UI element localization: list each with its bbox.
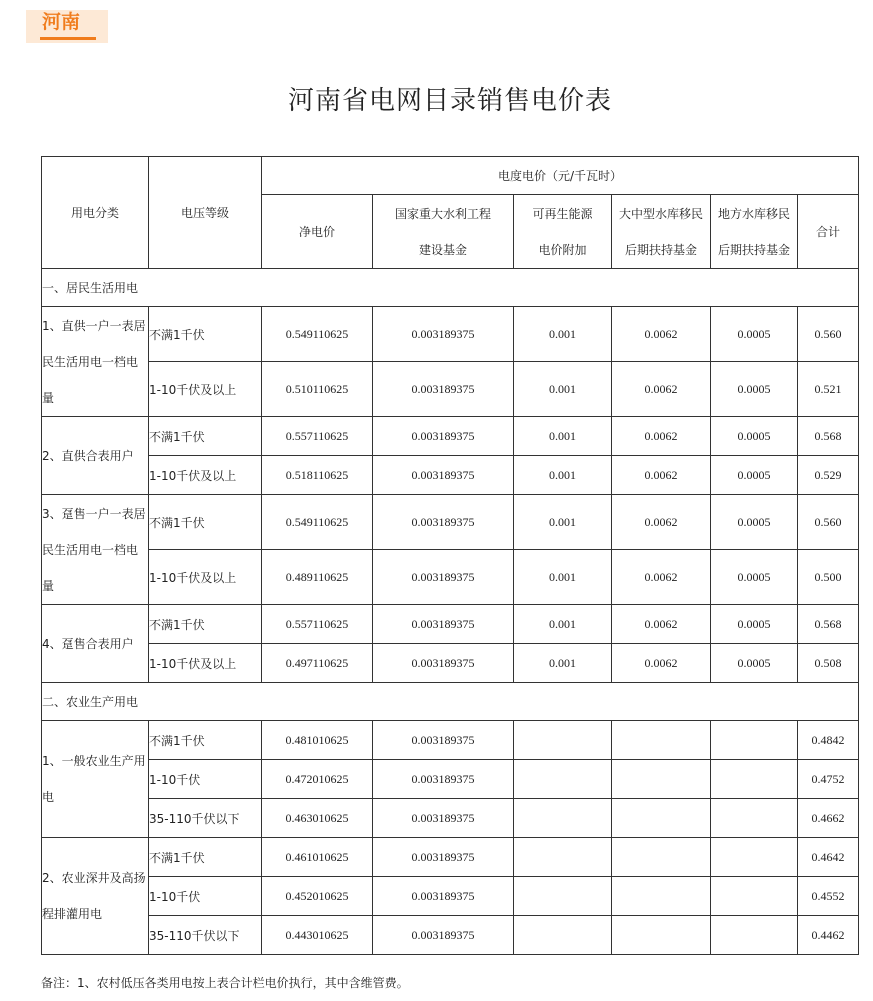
- table-row: [42, 417, 859, 456]
- table-row: [42, 362, 859, 417]
- region-tag-label: 河南: [42, 11, 81, 33]
- renewable-cell: 0.001: [514, 362, 612, 417]
- table-row: [42, 721, 859, 760]
- renewable-cell: 0.001: [514, 550, 612, 605]
- voltage-cell: 不满1千伏: [149, 721, 262, 760]
- region-tag-underline: [40, 37, 96, 40]
- total-cell: 0.4642: [798, 838, 859, 877]
- net-price-cell: 0.549110625: [262, 495, 373, 550]
- water-fund-cell: 0.003189375: [373, 495, 514, 550]
- section-row: [42, 683, 859, 721]
- renewable-cell: [514, 760, 612, 799]
- large-reservoir-cell: 0.0062: [612, 362, 711, 417]
- net-price-cell: 0.472010625: [262, 760, 373, 799]
- water-fund-cell: 0.003189375: [373, 760, 514, 799]
- total-cell: 0.529: [798, 456, 859, 495]
- voltage-cell: 1-10千伏及以上: [149, 644, 262, 683]
- net-price-cell: 0.557110625: [262, 417, 373, 456]
- voltage-cell: 不满1千伏: [149, 605, 262, 644]
- water-fund-cell: 0.003189375: [373, 550, 514, 605]
- voltage-cell: 1-10千伏: [149, 760, 262, 799]
- header-large-reservoir: [612, 195, 711, 269]
- water-fund-cell: 0.003189375: [373, 838, 514, 877]
- voltage-cell: 35-110千伏以下: [149, 799, 262, 838]
- total-cell: 0.568: [798, 605, 859, 644]
- local-reservoir-cell: [711, 721, 798, 760]
- renewable-cell: 0.001: [514, 495, 612, 550]
- large-reservoir-cell: [612, 838, 711, 877]
- header-water-fund-line2: 建设基金: [418, 242, 467, 257]
- header-water-fund: [373, 195, 514, 269]
- large-reservoir-cell: [612, 799, 711, 838]
- large-reservoir-cell: 0.0062: [612, 417, 711, 456]
- category-label: 2、直供合表用户: [42, 417, 149, 495]
- renewable-cell: 0.001: [514, 644, 612, 683]
- net-price-cell: 0.452010625: [262, 877, 373, 916]
- table-row: [42, 605, 859, 644]
- tariff-table: [41, 156, 859, 955]
- net-price-cell: 0.481010625: [262, 721, 373, 760]
- total-cell: 0.508: [798, 644, 859, 683]
- category-label: 3、趸售一户一表居民生活用电一档电量: [42, 495, 149, 605]
- table-row: [42, 799, 859, 838]
- local-reservoir-cell: [711, 760, 798, 799]
- footnote: 备注：1、农村低压各类用电按上表合计栏电价执行，其中含维管费。: [41, 976, 409, 990]
- large-reservoir-cell: [612, 916, 711, 955]
- header-renewable: [514, 195, 612, 269]
- table-row: [42, 760, 859, 799]
- region-tag: [26, 10, 108, 43]
- total-cell: 0.500: [798, 550, 859, 605]
- renewable-cell: [514, 799, 612, 838]
- voltage-cell: 不满1千伏: [149, 307, 262, 362]
- local-reservoir-cell: [711, 838, 798, 877]
- table-row: [42, 644, 859, 683]
- net-price-cell: 0.463010625: [262, 799, 373, 838]
- large-reservoir-cell: [612, 760, 711, 799]
- header-large-reservoir-line2: 后期扶持基金: [624, 242, 697, 257]
- water-fund-cell: 0.003189375: [373, 605, 514, 644]
- category-label: 1、一般农业生产用电: [42, 721, 149, 838]
- water-fund-cell: 0.003189375: [373, 799, 514, 838]
- renewable-cell: 0.001: [514, 605, 612, 644]
- net-price-cell: 0.497110625: [262, 644, 373, 683]
- voltage-cell: 1-10千伏: [149, 877, 262, 916]
- header-local-reservoir-line1: 地方水库移民: [717, 206, 790, 221]
- voltage-cell: 不满1千伏: [149, 417, 262, 456]
- page-title: 河南省电网目录销售电价表: [287, 86, 612, 116]
- net-price-cell: 0.518110625: [262, 456, 373, 495]
- water-fund-cell: 0.003189375: [373, 307, 514, 362]
- table-row: [42, 495, 859, 550]
- water-fund-cell: 0.003189375: [373, 456, 514, 495]
- renewable-cell: [514, 916, 612, 955]
- local-reservoir-cell: 0.0005: [711, 362, 798, 417]
- total-cell: 0.568: [798, 417, 859, 456]
- renewable-cell: 0.001: [514, 307, 612, 362]
- net-price-cell: 0.489110625: [262, 550, 373, 605]
- net-price-cell: 0.557110625: [262, 605, 373, 644]
- total-cell: 0.4462: [798, 916, 859, 955]
- header-row-1: [42, 157, 859, 195]
- renewable-cell: [514, 721, 612, 760]
- header-local-reservoir-line2: 后期扶持基金: [717, 242, 790, 257]
- renewable-cell: 0.001: [514, 456, 612, 495]
- category-label: 2、农业深井及高扬程排灌用电: [42, 838, 149, 955]
- water-fund-cell: 0.003189375: [373, 644, 514, 683]
- voltage-cell: 1-10千伏及以上: [149, 362, 262, 417]
- header-large-reservoir-line1: 大中型水库移民: [618, 206, 703, 221]
- voltage-cell: 1-10千伏及以上: [149, 456, 262, 495]
- section-title: 一、居民生活用电: [42, 269, 859, 307]
- large-reservoir-cell: 0.0062: [612, 605, 711, 644]
- table-row: [42, 838, 859, 877]
- water-fund-cell: 0.003189375: [373, 362, 514, 417]
- table-row: [42, 550, 859, 605]
- large-reservoir-cell: 0.0062: [612, 456, 711, 495]
- table-row: [42, 916, 859, 955]
- section-row: [42, 269, 859, 307]
- renewable-cell: 0.001: [514, 417, 612, 456]
- section-title: 二、农业生产用电: [42, 683, 859, 721]
- water-fund-cell: 0.003189375: [373, 721, 514, 760]
- large-reservoir-cell: 0.0062: [612, 644, 711, 683]
- header-renewable-line2: 电价附加: [538, 242, 587, 257]
- net-price-cell: 0.461010625: [262, 838, 373, 877]
- total-cell: 0.4552: [798, 877, 859, 916]
- water-fund-cell: 0.003189375: [373, 417, 514, 456]
- local-reservoir-cell: [711, 916, 798, 955]
- water-fund-cell: 0.003189375: [373, 916, 514, 955]
- large-reservoir-cell: [612, 877, 711, 916]
- local-reservoir-cell: 0.0005: [711, 417, 798, 456]
- category-label: 4、趸售合表用户: [42, 605, 149, 683]
- header-price-group: 电度电价（元/千瓦时）: [262, 157, 859, 195]
- large-reservoir-cell: 0.0062: [612, 550, 711, 605]
- local-reservoir-cell: 0.0005: [711, 644, 798, 683]
- local-reservoir-cell: 0.0005: [711, 456, 798, 495]
- table-row: [42, 456, 859, 495]
- header-water-fund-line1: 国家重大水利工程: [394, 206, 491, 221]
- local-reservoir-cell: [711, 877, 798, 916]
- local-reservoir-cell: 0.0005: [711, 605, 798, 644]
- large-reservoir-cell: 0.0062: [612, 307, 711, 362]
- voltage-cell: 1-10千伏及以上: [149, 550, 262, 605]
- voltage-cell: 不满1千伏: [149, 838, 262, 877]
- category-label: 1、直供一户一表居民生活用电一档电量: [42, 307, 149, 417]
- total-cell: 0.4752: [798, 760, 859, 799]
- local-reservoir-cell: [711, 799, 798, 838]
- voltage-cell: 35-110千伏以下: [149, 916, 262, 955]
- renewable-cell: [514, 838, 612, 877]
- net-price-cell: 0.510110625: [262, 362, 373, 417]
- net-price-cell: 0.443010625: [262, 916, 373, 955]
- water-fund-cell: 0.003189375: [373, 877, 514, 916]
- total-cell: 0.4842: [798, 721, 859, 760]
- local-reservoir-cell: 0.0005: [711, 495, 798, 550]
- total-cell: 0.4662: [798, 799, 859, 838]
- header-local-reservoir: [711, 195, 798, 269]
- table-row: [42, 877, 859, 916]
- voltage-cell: 不满1千伏: [149, 495, 262, 550]
- net-price-cell: 0.549110625: [262, 307, 373, 362]
- header-renewable-line1: 可再生能源: [532, 206, 593, 221]
- total-cell: 0.560: [798, 307, 859, 362]
- local-reservoir-cell: 0.0005: [711, 307, 798, 362]
- local-reservoir-cell: 0.0005: [711, 550, 798, 605]
- header-total: 合计: [798, 195, 859, 269]
- total-cell: 0.521: [798, 362, 859, 417]
- total-cell: 0.560: [798, 495, 859, 550]
- renewable-cell: [514, 877, 612, 916]
- table-row: [42, 307, 859, 362]
- large-reservoir-cell: 0.0062: [612, 495, 711, 550]
- header-voltage: 电压等级: [149, 157, 262, 269]
- large-reservoir-cell: [612, 721, 711, 760]
- header-category: 用电分类: [42, 157, 149, 269]
- header-net-price: 净电价: [262, 195, 373, 269]
